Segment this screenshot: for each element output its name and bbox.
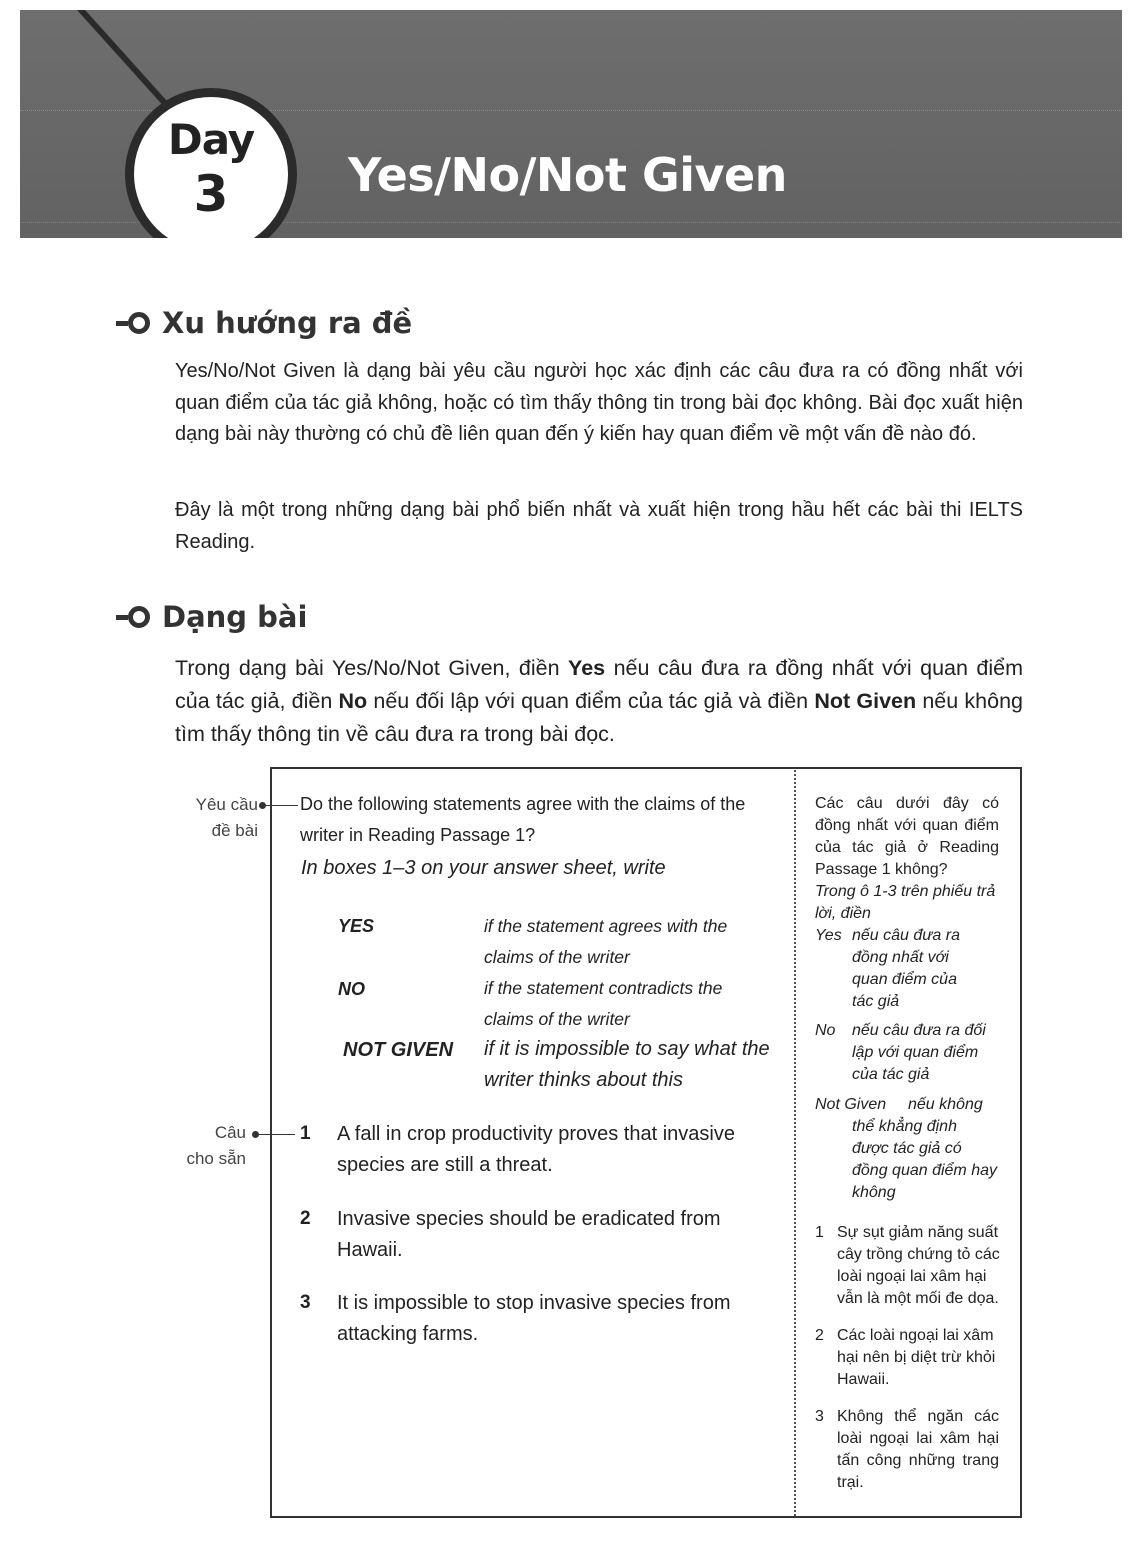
day-number: 3 (193, 165, 229, 223)
key-no: NO (338, 979, 365, 999)
intro-text: nếu không tìm thấy thông tin về câu đưa ra trong bài đọc. (175, 689, 1023, 746)
section-bullet-icon (116, 606, 150, 628)
section2-paragraph (175, 652, 1023, 751)
translation-item-number: 2 (815, 1327, 824, 1344)
translation-question: Các câu dưới đây có đồng nhất với quan điểm của tác giả ở Reading Passage 1 không? (815, 795, 999, 878)
item-number: 1 (300, 1123, 311, 1144)
translation-yes-desc: nếu câu đưa ra đồng nhất với quan điểm của tác giả (852, 927, 960, 1010)
section-title: Dạng bài (162, 600, 308, 634)
translation-item-number: 1 (815, 1224, 824, 1241)
header-banner (20, 10, 1122, 238)
intro-text: Trong dạng bài Yes/No/Not Given, điền (175, 656, 569, 680)
day-word: Day (167, 115, 255, 164)
translation-item-number: 3 (815, 1408, 824, 1425)
section-bullet-icon (116, 312, 150, 334)
section-title: Xu hướng ra đề (162, 306, 413, 340)
column-divider (794, 770, 796, 1516)
key-not-given-desc: if it is impossible to say what the writer thinks about this (484, 1038, 770, 1091)
translation-ng-desc: nếu không thể khẳng định được tác giả có đồng quan điểm hay không (852, 1096, 997, 1201)
label-line: Yêu cầu (195, 795, 258, 814)
translation-no-key: No (815, 1022, 836, 1039)
item-text: Invasive species should be eradicated from Hawaii. (337, 1208, 721, 1261)
translation-item-text: Không thể ngăn các loài ngoại lai xâm hại tấn công những trang trại. (837, 1408, 999, 1491)
translation-ng-key: Not Given (815, 1096, 887, 1113)
intro-text: nếu câu đưa ra đồng nhất với quan điểm của tác giả, điền (175, 656, 1024, 713)
label-given (172, 1120, 246, 1172)
label-requirement (172, 792, 258, 844)
banner-diagonal-stroke (50, 10, 168, 106)
intro-text: nếu đối lập với quan điểm của tác giả và điền (367, 689, 815, 713)
translation-yes-key: Yes (815, 927, 842, 944)
item-number: 2 (300, 1208, 311, 1229)
item-text: It is impossible to stop invasive species from attacking farms. (337, 1292, 731, 1345)
translation-item-text: Các loài ngoại lai xâm hại nên bị diệt trừ khỏi Hawaii. (837, 1327, 996, 1388)
instruction-italic: In boxes 1–3 on your answer sheet, write (301, 857, 666, 879)
translation-no-desc: nếu câu đưa ra đối lập với quan điểm của tác giả (852, 1022, 986, 1083)
intro-no: No (338, 689, 368, 713)
connector-line (257, 1134, 295, 1135)
item-text: A fall in crop productivity proves that invasive species are still a threat. (337, 1123, 735, 1176)
connector-line (264, 805, 298, 806)
item-number: 3 (300, 1292, 311, 1313)
label-line: đề bài (211, 821, 258, 840)
instruction-text: Do the following statements agree with the claims of the writer in Reading Passage 1? (300, 794, 746, 845)
section1-paragraph-1: Yes/No/Not Given là dạng bài yêu cầu người học xác định các câu đưa ra có đồng nhất với quan điểm của tác giả không, hoặc có tìm thấy thông tin trong bài đọc không. Bài đọc xuất hiện dạng bài này thường có chủ đề liên quan đến ý kiến hay quan điểm về một vấn đề nào đó. (175, 360, 1023, 445)
translation-item-text: Sự sụt giảm năng suất cây trồng chứng tỏ các loài ngoại lai xâm hại vẫn là một mối đe dọa. (837, 1224, 1000, 1307)
section-heading-format (116, 600, 307, 634)
page-title: Yes/No/Not Given (348, 148, 787, 202)
key-not-given: NOT GIVEN (343, 1039, 454, 1061)
key-no-desc: if the statement contradicts the claims of the writer (484, 978, 723, 1029)
label-line: Câu (214, 1123, 246, 1142)
key-yes: YES (338, 916, 375, 936)
label-line: cho sẵn (186, 1149, 246, 1168)
intro-not-given: Not Given (814, 689, 917, 713)
section-heading-trend (116, 306, 412, 340)
key-yes-desc: if the statement agrees with the claims of the writer (484, 916, 728, 967)
translation-instruction: Trong ô 1-3 trên phiếu trả lời, điền (815, 883, 996, 922)
intro-yes: Yes (568, 656, 606, 680)
section1-paragraph-2: Đây là một trong những dạng bài phổ biến nhất và xuất hiện trong hầu hết các bài thi IELTS Reading. (175, 499, 1023, 553)
